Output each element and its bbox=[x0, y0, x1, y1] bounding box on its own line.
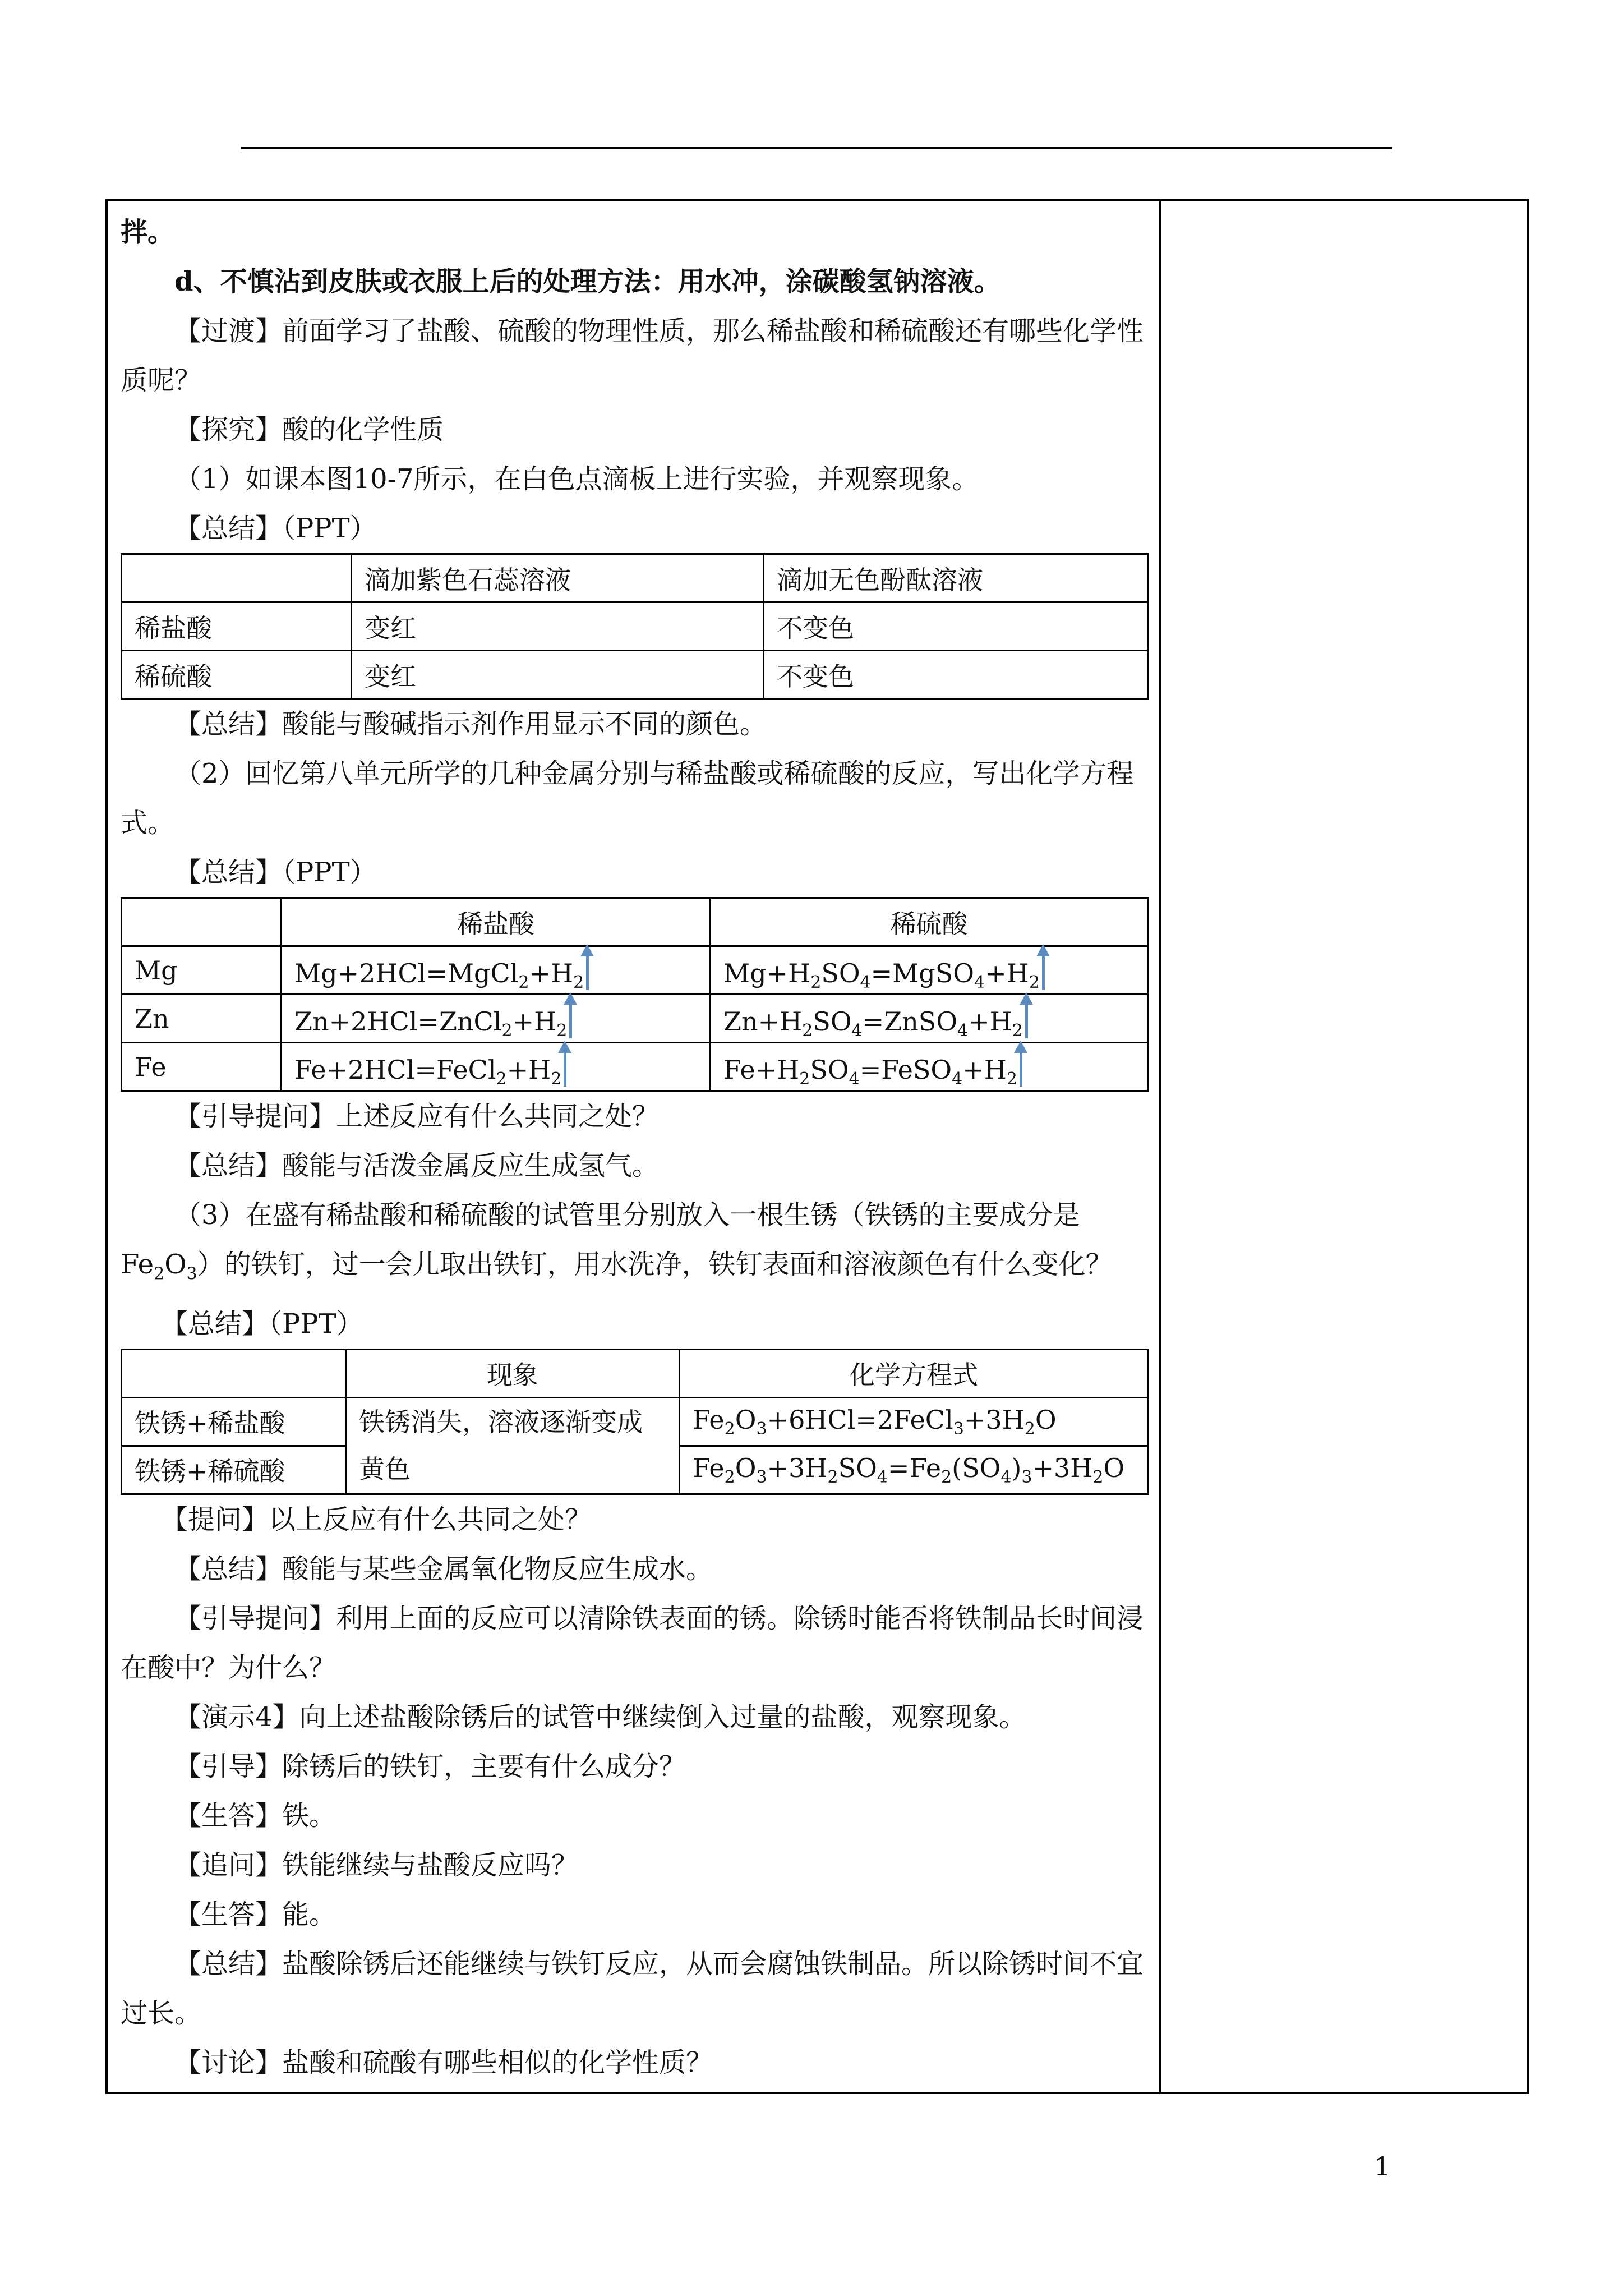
gas-arrow-icon bbox=[586, 947, 589, 990]
indicator-table bbox=[121, 553, 1149, 700]
equation: $Mg+H_2SO_4=MgSO_4+H_2$ bbox=[711, 946, 1148, 995]
gas-arrow-icon bbox=[1025, 996, 1028, 1038]
lesson-content bbox=[121, 208, 1147, 2087]
table-row bbox=[122, 898, 1148, 946]
line-23: 【讨论】盐酸和硫酸有哪些相似的化学性质？ bbox=[174, 2046, 713, 2078]
metal-acid-table bbox=[121, 897, 1149, 1092]
header-rule bbox=[241, 147, 1392, 149]
gas-arrow-icon bbox=[564, 1044, 566, 1087]
gas-arrow-icon bbox=[1020, 1044, 1022, 1087]
line-16: 【引导提问】利用上面的反应可以清除铁表面的锈。除锈时能否将铁制品长时间浸在酸中？为什么？ bbox=[121, 1602, 1144, 1683]
line-19: 【生答】铁。 bbox=[174, 1800, 336, 1832]
table-cell: 稀硫酸 bbox=[122, 651, 352, 699]
phenomenon-cell: 铁锈消失，溶液逐渐变成黄色 bbox=[346, 1397, 680, 1494]
line-3: 【过渡】前面学习了盐酸、硫酸的物理性质，那么稀盐酸和稀硫酸还有哪些化学性质呢？ bbox=[121, 315, 1144, 396]
line-8: （2）回忆第八单元所学的几种金属分别与稀盐酸或稀硫酸的反应，写出化学方程式。 bbox=[121, 758, 1134, 839]
line-18: 【引导】除锈后的铁钉，主要有什么成分？ bbox=[174, 1750, 686, 1782]
line-6: 【总结】（PPT） bbox=[174, 513, 377, 544]
notes-column-divider bbox=[1159, 199, 1161, 2094]
table-cell: 变红 bbox=[352, 602, 764, 651]
table-row bbox=[122, 602, 1148, 651]
table-cell: 化学方程式 bbox=[680, 1349, 1148, 1397]
line-5: （1）如课本图10-7所示，在白色点滴板上进行实验，并观察现象。 bbox=[174, 463, 979, 495]
line-17: 【演示4】向上述盐酸除锈后的试管中继续倒入过量的盐酸，观察现象。 bbox=[174, 1701, 1026, 1733]
equation: $Fe_2O_3+6HCl=2FeCl_3+3H_2O$ bbox=[680, 1397, 1148, 1446]
equation: $Fe_2O_3+3H_2SO_4=Fe_2(SO_4)_3+3H_2O$ bbox=[680, 1446, 1148, 1494]
table-row bbox=[122, 1397, 1148, 1446]
table-row bbox=[122, 995, 1148, 1043]
line-7: 【总结】酸能与酸碱指示剂作用显示不同的颜色。 bbox=[174, 708, 767, 740]
table-cell: 铁锈+稀盐酸 bbox=[122, 1397, 346, 1446]
gas-arrow-icon bbox=[569, 996, 572, 1038]
line-15: 【总结】酸能与某些金属氧化物反应生成水。 bbox=[174, 1553, 713, 1585]
equation: $Fe+H_2SO_4=FeSO_4+H_2$ bbox=[711, 1043, 1148, 1091]
line-14: 【提问】以上反应有什么共同之处？ bbox=[161, 1503, 592, 1535]
table-row bbox=[122, 1349, 1148, 1397]
table-cell: 现象 bbox=[346, 1349, 680, 1397]
table-row bbox=[122, 651, 1148, 699]
page-number: 1 bbox=[1374, 2151, 1391, 2182]
metal-name: Zn bbox=[122, 995, 282, 1043]
table-cell bbox=[122, 1349, 346, 1397]
table-cell: 不变色 bbox=[764, 651, 1148, 699]
line-1: 拌。 bbox=[121, 217, 175, 248]
line-12: （3）在盛有稀盐酸和稀硫酸的试管里分别放入一根生锈（铁锈的主要成分是$Fe_2O_3$）的铁钉，过一会儿取出铁钉，用水洗净，铁钉表面和溶液颜色有什么变化？ bbox=[121, 1199, 1113, 1284]
line-2: d、不慎沾到皮肤或衣服上后的处理方法：用水冲，涂碳酸氢钠溶液。 bbox=[174, 266, 1001, 297]
line-13: 【总结】（PPT） bbox=[161, 1308, 363, 1340]
table-cell bbox=[122, 898, 282, 946]
line-4: 【探究】酸的化学性质 bbox=[174, 414, 444, 445]
gas-arrow-icon bbox=[1042, 947, 1045, 990]
line-21: 【生答】能。 bbox=[174, 1898, 336, 1930]
line-11: 【总结】酸能与活泼金属反应生成氢气。 bbox=[174, 1150, 660, 1181]
table-cell: 不变色 bbox=[764, 602, 1148, 651]
table-cell: 稀硫酸 bbox=[711, 898, 1148, 946]
line-22: 【总结】盐酸除锈后还能继续与铁钉反应，从而会腐蚀铁制品。所以除锈时间不宜过长。 bbox=[121, 1948, 1144, 2029]
equation: $Mg+2HCl=MgCl_2+H_2$ bbox=[282, 946, 711, 995]
line-10: 【引导提问】上述反应有什么共同之处？ bbox=[174, 1101, 660, 1132]
table-cell: 变红 bbox=[352, 651, 764, 699]
line-20: 【追问】铁能继续与盐酸反应吗？ bbox=[174, 1849, 579, 1881]
table-cell: 稀盐酸 bbox=[122, 602, 352, 651]
table-cell: 稀盐酸 bbox=[282, 898, 711, 946]
rust-table bbox=[121, 1349, 1149, 1495]
table-row bbox=[122, 554, 1148, 602]
metal-name: Fe bbox=[122, 1043, 282, 1091]
table-row bbox=[122, 1043, 1148, 1091]
table-row bbox=[122, 946, 1148, 995]
table-cell: 铁锈+稀硫酸 bbox=[122, 1446, 346, 1494]
equation: $Fe+2HCl=FeCl_2+H_2$ bbox=[282, 1043, 711, 1091]
line-9: 【总结】（PPT） bbox=[174, 857, 377, 888]
table-cell: 滴加紫色石蕊溶液 bbox=[352, 554, 764, 602]
table-cell: 滴加无色酚酞溶液 bbox=[764, 554, 1148, 602]
equation: $Zn+2HCl=ZnCl_2+H_2$ bbox=[282, 995, 711, 1043]
equation: $Zn+H_2SO_4=ZnSO_4+H_2$ bbox=[711, 995, 1148, 1043]
table-cell bbox=[122, 554, 352, 602]
metal-name: Mg bbox=[122, 946, 282, 995]
